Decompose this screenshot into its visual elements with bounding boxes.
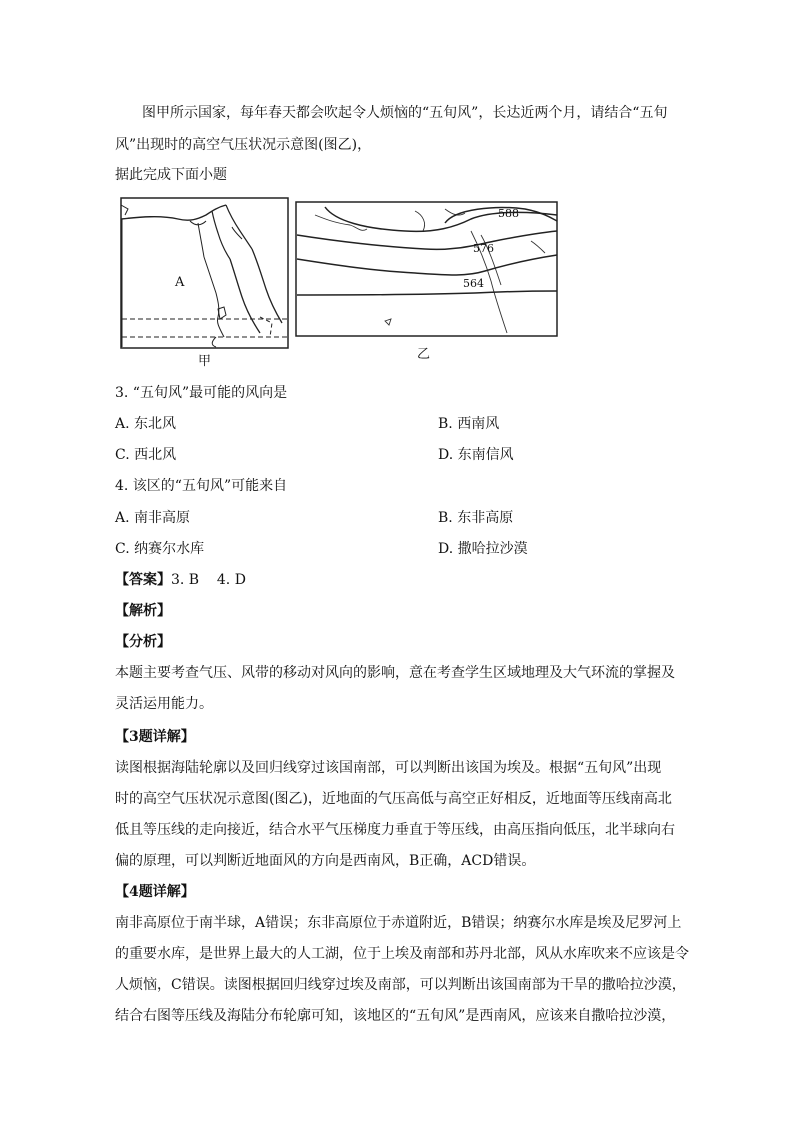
q3-stem: 3. “五旬风”最可能的风向是 — [115, 385, 288, 401]
figure-yi-map — [295, 201, 559, 362]
q4-option-d: D. 撒哈拉沙漠 — [438, 541, 528, 557]
intro-line-3: 据此完成下面小题 — [115, 167, 227, 183]
figure-yi-caption: 乙 — [417, 347, 431, 362]
intro-line-1: 图甲所示国家，每年春天都会吹起令人烦恼的“五旬风”，长达近两个月，请结合“五旬 — [142, 105, 668, 121]
q4-detail-line-2: 的重要水库，是世界上最大的人工湖，位于上埃及南部和苏丹北部，风从水库吹来不应该是令 — [115, 946, 689, 962]
q3-option-d: D. 东南信风 — [438, 447, 514, 463]
answer-value: 3. B 4. D — [171, 572, 246, 588]
isobar-label-564: 564 — [463, 277, 484, 290]
q4-detail-line-3: 人烦恼，C错误。读图根据回归线穿过埃及南部，可以判断出该国南部为干旱的撒哈拉沙漠， — [115, 977, 686, 993]
q3-detail-line-3: 低且等压线的走向接近，结合水平气压梯度力垂直于等压线，由高压指向低压，北半球向右 — [115, 822, 675, 838]
q4-detail-label: 【4题详解】 — [115, 884, 195, 900]
answer-label: 【答案】 — [115, 572, 171, 588]
q3-option-a: A. 东北风 — [115, 416, 177, 432]
fenxi-line-1: 本题主要考查气压、风带的移动对风向的影响，意在考查学生区域地理及大气环流的掌握及 — [115, 665, 675, 681]
q3-detail-line-4: 偏的原理，可以判断近地面风的方向是西南风，B正确，ACD错误。 — [115, 853, 536, 869]
q3-detail-line-2: 时的高空气压状况示意图(图乙)，近地面的气压高低与高空正好相反，近地面等压线南高北 — [115, 791, 672, 807]
analysis-label: 【解析】 — [115, 603, 171, 619]
q4-stem: 4. 该区的“五旬风”可能来自 — [115, 478, 288, 494]
q3-detail-label: 【3题详解】 — [115, 729, 195, 745]
answer-line — [115, 570, 685, 590]
figure-jia-caption: 甲 — [198, 354, 212, 369]
q3-detail-line-1: 读图根据海陆轮廓以及回归线穿过该国南部，可以判断出该国为埃及。根据“五旬风”出现 — [115, 760, 662, 776]
isobar-label-588: 588 — [498, 207, 519, 220]
fenxi-line-2: 灵活运用能力。 — [115, 696, 213, 712]
fenxi-label: 【分析】 — [115, 634, 171, 650]
q3-option-b: B. 西南风 — [438, 416, 500, 432]
q4-option-b: B. 东非高原 — [438, 510, 514, 526]
map-label-a: A — [175, 275, 185, 290]
q4-option-a: A. 南非高原 — [115, 510, 191, 526]
q4-detail-line-1: 南非高原位于南半球，A错误；东非高原位于赤道附近，B错误；纳赛尔水库是埃及尼罗河上 — [115, 915, 682, 931]
figure-jia-map — [120, 197, 290, 369]
isobar-map-graphic — [295, 201, 559, 339]
q4-detail-line-4: 结合右图等压线及海陆分布轮廓可知，该地区的“五旬风”是西南风，应该来自撒哈拉沙漠， — [115, 1008, 676, 1024]
egypt-map-graphic — [120, 197, 290, 349]
q4-option-c: C. 纳赛尔水库 — [115, 541, 205, 557]
q3-option-c: C. 西北风 — [115, 447, 177, 463]
intro-line-2: 风”出现时的高空气压状况示意图(图乙)， — [115, 137, 372, 153]
isobar-label-576: 576 — [473, 242, 494, 255]
